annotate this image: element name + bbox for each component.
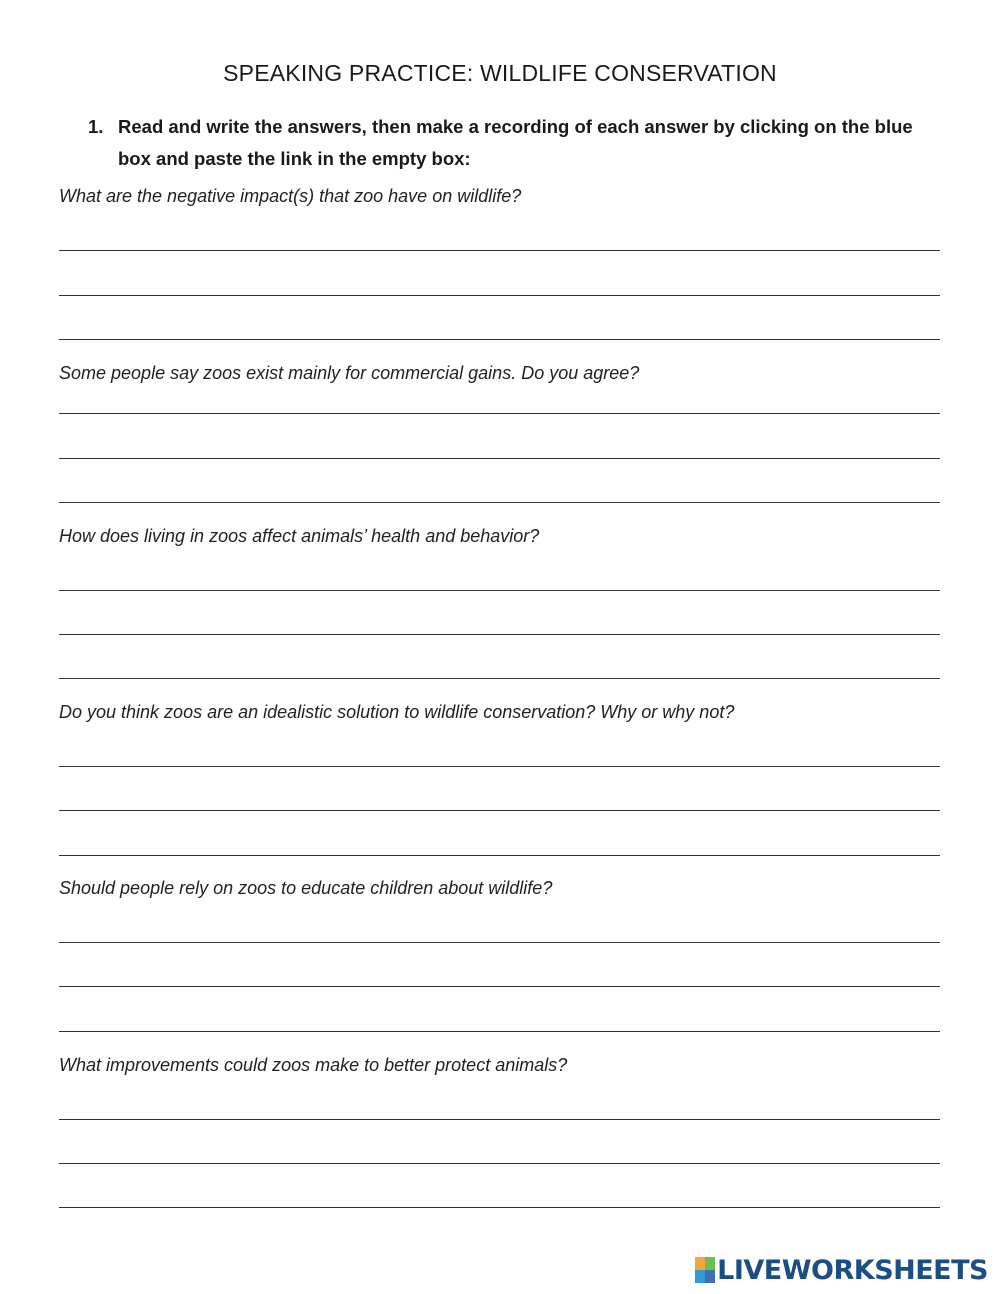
question-3: How does living in zoos affect animals’ health and behavior?	[59, 526, 540, 546]
page-title: SPEAKING PRACTICE: WILDLIFE CONSERVATION	[223, 60, 777, 86]
question-2: Some people say zoos exist mainly for commercial gains. Do you agree?	[59, 363, 640, 383]
answer-line[interactable]	[59, 1119, 940, 1120]
answer-line[interactable]	[59, 1207, 940, 1208]
logo-tile-4	[705, 1270, 715, 1283]
answer-line[interactable]	[59, 590, 940, 591]
liveworksheets-logo[interactable]	[695, 1254, 988, 1286]
answer-line[interactable]	[59, 942, 940, 943]
question-4: Do you think zoos are an idealistic solution to wildlife conservation? Why or why not?	[59, 702, 735, 722]
logo-tile-3	[695, 1270, 705, 1283]
question-6: What improvements could zoos make to better protect animals?	[59, 1055, 568, 1075]
logo-tile-1	[695, 1257, 705, 1270]
answer-line[interactable]	[59, 986, 940, 987]
instruction-text: Read and write the answers, then make a recording of each answer by clicking on the blue box and paste the link in the empty box:	[118, 116, 913, 169]
answer-line[interactable]	[59, 810, 940, 811]
question-5: Should people rely on zoos to educate children about wildlife?	[59, 878, 553, 898]
liveworksheets-logo-icon	[695, 1257, 715, 1283]
instruction-number: 1.	[88, 116, 104, 137]
answer-line[interactable]	[59, 1163, 940, 1164]
answer-line[interactable]	[59, 295, 940, 296]
answer-line[interactable]	[59, 339, 940, 340]
answer-line[interactable]	[59, 250, 940, 251]
logo-tile-2	[705, 1257, 715, 1270]
answer-line[interactable]	[59, 1031, 940, 1032]
answer-line[interactable]	[59, 502, 940, 503]
answer-line[interactable]	[59, 855, 940, 856]
answer-line[interactable]	[59, 413, 940, 414]
answer-line[interactable]	[59, 766, 940, 767]
logo-text: LIVEWORKSHEETS	[717, 1254, 988, 1286]
answer-line[interactable]	[59, 678, 940, 679]
answer-line[interactable]	[59, 458, 940, 459]
instruction	[88, 111, 948, 175]
question-1: What are the negative impact(s) that zoo have on wildlife?	[59, 186, 522, 206]
answer-line[interactable]	[59, 634, 940, 635]
